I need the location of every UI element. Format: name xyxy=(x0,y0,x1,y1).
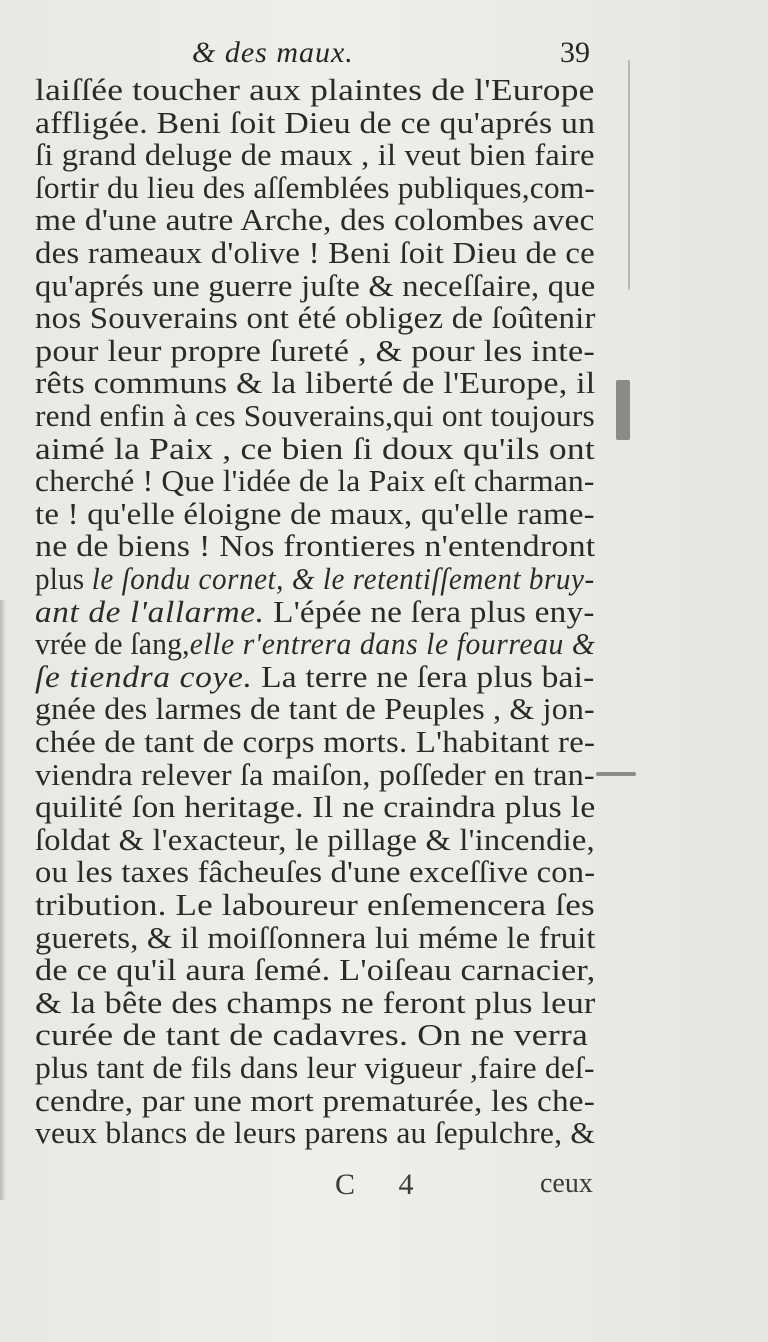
italic-segment: elle r'entrera dans le fourreau & xyxy=(189,626,596,661)
running-head: & des maux. xyxy=(192,36,354,69)
text-segment: nos Souverains ont été obligez de ſoûtenir xyxy=(35,300,596,335)
text-segment: viendra relever ſa maiſon, poſſeder en tran- xyxy=(35,757,595,792)
text-segment: ſortir du lieu des aſſemblées publiques,com- xyxy=(35,170,596,205)
italic-segment: le ſondu cornet, & le retentiſſement bruy- xyxy=(91,561,595,596)
text-line xyxy=(35,691,595,727)
text-segment: curée de tant de cadavres. On ne verra xyxy=(35,1017,589,1052)
text-line xyxy=(35,952,595,988)
text-line xyxy=(35,398,595,434)
text-segment: affligée. Beni ſoit Dieu de ce qu'aprés un xyxy=(35,105,596,140)
text-segment: vrée de ſang, xyxy=(35,626,190,661)
text-segment: cherché ! Que l'idée de la Paix eſt charman- xyxy=(35,463,595,498)
text-segment: La terre ne ſera plus bai- xyxy=(252,659,595,694)
text-line xyxy=(35,1050,595,1086)
text-segment: qu'aprés une guerre juſte & neceſſaire, que xyxy=(35,268,596,303)
text-segment: plus xyxy=(35,561,92,596)
text-segment: plus tant de fils dans leur vigueur ,faire deſ- xyxy=(35,1050,595,1085)
text-segment: me d'une autre Arche, des colombes avec xyxy=(35,202,595,237)
text-line xyxy=(35,72,595,108)
text-line xyxy=(35,235,595,271)
text-line xyxy=(35,496,595,532)
text-segment: te ! qu'elle éloigne de maux, qu'elle rame- xyxy=(35,496,595,531)
text-segment: ou les taxes fâcheuſes d'une exceſſive con- xyxy=(35,854,596,889)
margin-mark xyxy=(616,380,630,440)
text-segment: quilité ſon heritage. Il ne craindra plus le xyxy=(35,789,596,824)
page-number: 39 xyxy=(560,36,590,69)
text-line xyxy=(35,920,596,956)
text-line xyxy=(35,724,595,760)
text-segment: ne de biens ! Nos frontieres n'entendront xyxy=(35,528,596,563)
text-line xyxy=(35,822,595,858)
margin-mark xyxy=(628,60,630,290)
text-segment: tribution. Le laboureur enſemencera ſes xyxy=(35,887,595,922)
text-line xyxy=(35,105,595,141)
text-segment: rend enfin à ces Souverains,qui ont toujours xyxy=(35,398,595,433)
text-line xyxy=(35,268,595,304)
signature-mark: C 4 xyxy=(335,1168,432,1201)
italic-segment: ſe tiendra coye. xyxy=(35,659,253,694)
text-segment: L'épée ne ſera plus eny- xyxy=(264,594,595,629)
text-segment: de ce qu'il aura ſemé. L'oiſeau carnacier, xyxy=(35,952,596,987)
text-line xyxy=(35,659,594,695)
text-segment: des rameaux d'olive ! Beni ſoit Dieu de ce xyxy=(35,235,595,270)
text-line xyxy=(35,757,595,793)
text-line xyxy=(35,1115,595,1151)
text-line xyxy=(35,300,596,336)
text-line xyxy=(35,854,595,890)
text-segment: aimé la Paix , ce bien ſi doux qu'ils ont xyxy=(35,431,595,466)
spine-shadow xyxy=(0,600,6,1200)
text-segment: chée de tant de corps morts. L'habitant re- xyxy=(35,724,596,759)
text-line xyxy=(35,463,595,499)
text-line xyxy=(35,202,595,238)
text-line xyxy=(35,789,595,825)
text-segment: guerets, & il moiſſonnera lui méme le fruit xyxy=(35,920,596,955)
text-segment: laiſſée toucher aux plaintes de l'Europe xyxy=(35,72,595,107)
text-segment: gnée des larmes de tant de Peuples , & jon- xyxy=(35,691,595,726)
text-segment: veux blancs de leurs parens au ſepulchre, & xyxy=(35,1115,596,1150)
text-line xyxy=(35,1083,595,1119)
text-line xyxy=(35,1017,588,1053)
text-line xyxy=(35,887,595,923)
text-segment: cendre, par une mort prematurée, les che- xyxy=(35,1083,596,1118)
text-line xyxy=(35,528,595,564)
text-segment: ſoldat & l'exacteur, le pillage & l'incendie, xyxy=(35,822,595,857)
text-segment: pour leur propre ſureté , & pour les inte- xyxy=(35,333,596,368)
text-line xyxy=(35,561,595,597)
text-line xyxy=(35,365,595,401)
page-footer xyxy=(0,1168,768,1208)
text-line xyxy=(35,626,596,662)
text-line xyxy=(35,431,595,467)
margin-mark xyxy=(596,772,636,776)
text-segment: rêts communs & la liberté de l'Europe, il xyxy=(35,365,596,400)
text-line xyxy=(35,333,595,369)
text-line xyxy=(35,137,595,173)
text-segment: ſi grand deluge de maux , il veut bien faire xyxy=(35,137,595,172)
text-segment: & la bête des champs ne feront plus leur xyxy=(35,985,596,1020)
text-line xyxy=(35,170,595,206)
text-line xyxy=(35,985,596,1021)
page-header xyxy=(0,36,768,72)
catchword: ceux xyxy=(540,1168,593,1199)
italic-segment: ant de l'allarme. xyxy=(35,594,265,629)
text-line xyxy=(35,594,595,630)
